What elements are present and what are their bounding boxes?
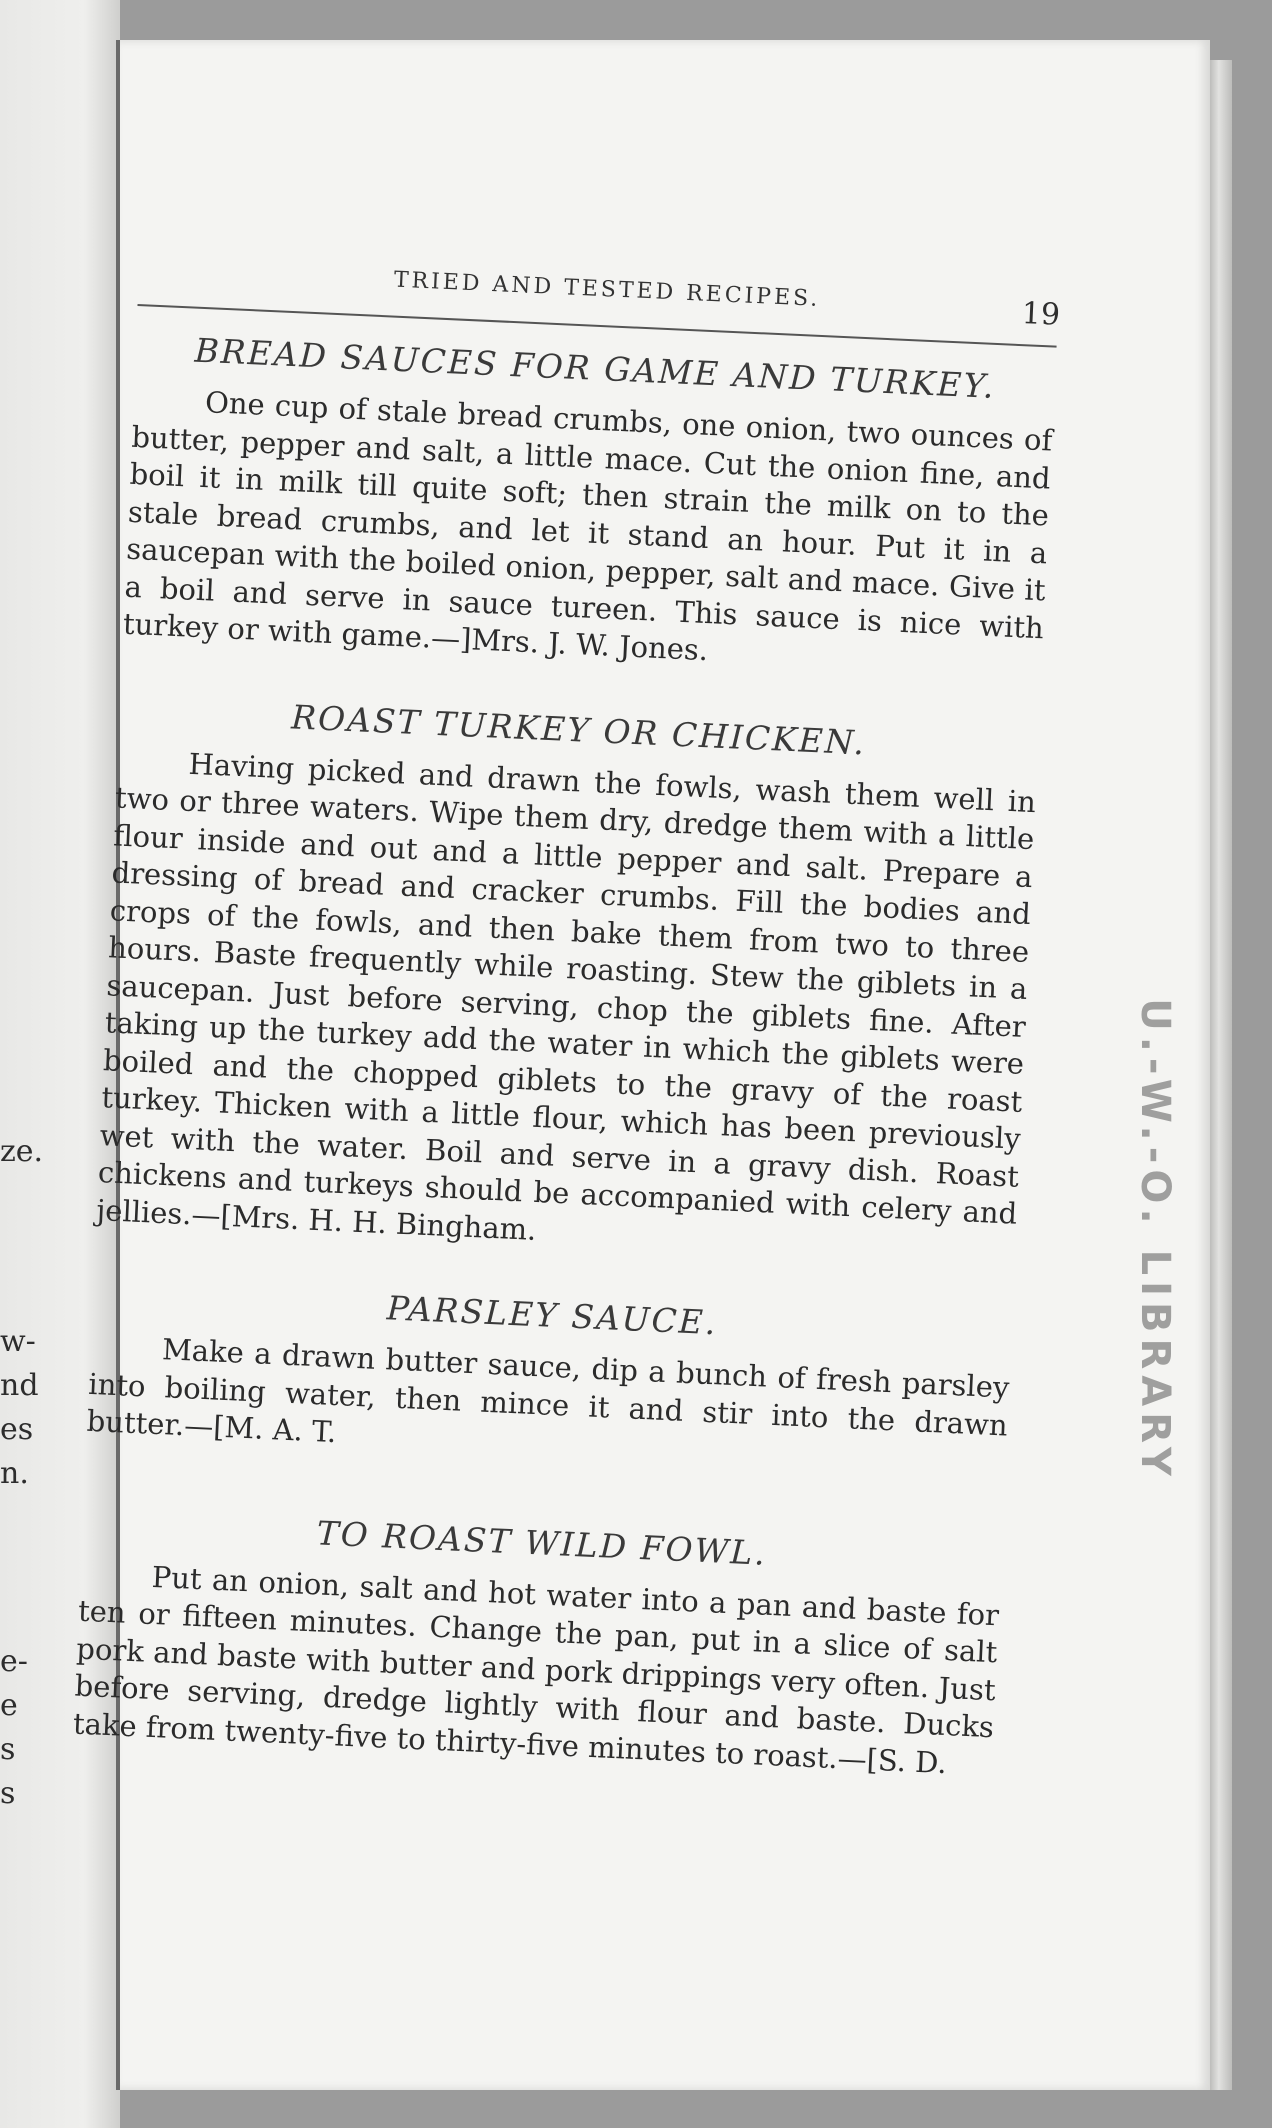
library-stamp: U.-W.-O. LIBRARY [1132,998,1179,1482]
recipe-body: Make a drawn butter sauce, dip a bunch of fresh parsley into boiling water, then mince it and stir into the drawn butter.—[M. A. T. [86,1332,1011,1450]
recipe-title: TO ROAST WILD FOWL. [315,1512,768,1573]
recipe-body: One cup of stale bread crumbs, one onion, two ounces of butter, pepper and salt, a little mace. Cut the onion fine, and boil it in milk till quite soft; then strain the milk on to the stale bread crumbs, and let it stand an hour. Put it in a saucepan with the boiled onion, pepper, salt and mace. Give it a boil and serve in sauce tureen. This sauce is nice with turkey or with game.—]Mrs. J. W. Jones. [122,385,1054,668]
fragment: nd [0,1368,39,1403]
fragment: es [0,1412,34,1447]
recipe-body: Having picked and drawn the fowls, wash them well in two or three waters. Wipe them dry, dredge them with a little flour inside and out and a little pepper and salt. Prepare a dressing of bread and cracker crumbs. Fill the bodies and crops of the fowls, and then bake them from two to three hours. Baste frequently while roasting. Stew the giblets in a saucepan. Just before serving, chop the giblets fine. After taking up the turkey add the water in which the giblets were boiled and the chopped giblets to the gravy of the roast turkey. Thicken with a little flour, which has been previously wet with the water. Boil and serve in a gravy dish. Roast chickens and turkeys should be accompanied with celery and jellies.—[Mrs. H. H. Bingham. [95,746,1037,1247]
page-content [72,250,1059,1784]
fragment: n. [0,1456,29,1491]
recipe-title: BREAD SAUCES FOR GAME AND TURKEY. [193,330,997,406]
recipe-roast-wild-fowl [72,1502,1002,1784]
page-edge [1210,60,1232,2090]
running-head-title: TRIED AND TESTED RECIPES. [393,267,821,312]
recipe-title: PARSLEY SAUCE. [385,1288,719,1343]
fragment: s [0,1732,16,1767]
fragment: ze. [0,1134,44,1169]
recipe-body: Put an onion, salt and hot water into a pan and baste for ten or fifteen minutes. Change the pan, put in a slice of salt pork and baste with butter and pork drippings very often. Just before serving, dredge lightly with flour and baste. Ducks take from twenty-five to thirty-five minutes to roast.—[S. D. [72,1559,1000,1780]
recipe-roast-turkey [96,689,1040,1271]
recipe-title: ROAST TURKEY OR CHICKEN. [290,696,867,762]
fragment: s [0,1776,16,1811]
fragment: w- [0,1324,36,1359]
recipe-bread-sauces [122,328,1055,685]
fragment: e- [0,1644,28,1679]
fragment: e [0,1688,18,1723]
page-number: 19 [1021,296,1061,333]
